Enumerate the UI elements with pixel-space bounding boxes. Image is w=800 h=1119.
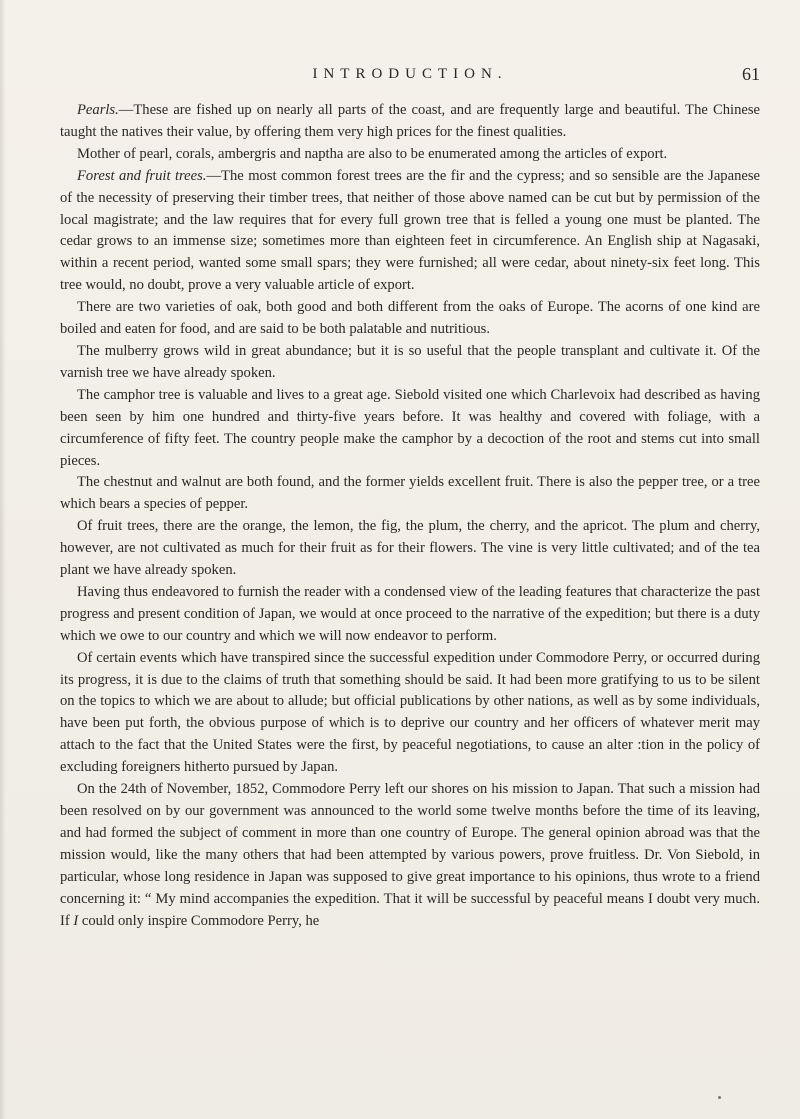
page-number: 61 [742, 64, 760, 84]
paragraph-text: Having thus endeavored to furnish the reader with a condensed view of the leading features that characterize the past progress and present condition of Japan, we would at once proceed to the narrative of the expedition; but there is a duty which we owe to our country and which we will now endeavor to perform. [60, 583, 760, 644]
emphasized-pronoun: I [73, 912, 79, 929]
paragraph-text: The chestnut and walnut are both found, and the former yields excellent fruit. There is also the pepper tree, or a tree which bears a species of pepper. [60, 474, 760, 513]
paragraph-text: There are two varieties of oak, both good and both different from the oaks of Europe. The acorns of one kind are boiled and eaten for food, and are said to be both palatable and nutritious. [60, 299, 760, 338]
paragraph-fruit-trees [60, 516, 760, 582]
paragraph-lead: Pearls. [77, 102, 119, 118]
paragraph-lead: Forest and fruit trees. [77, 167, 207, 184]
paragraph-text: On the 24th of November, 1852, Commodore Perry left our shores on his mission to Japan. That such a mission had been resolved on by our government was announced to the world some twelve months before the time of its leaving, and had formed the subject of comment in more than one country of Europe. The general opinion abroad was that the mission would, like the many others that had been attempted by various powers, prove fruitless. Dr. Von Siebold, in particular, whose long residence in Japan was supposed to give great importance to his opinions, thus wrote to a friend concerning it: “ My mind accompanies the expedition. That it will be successful by peaceful means I doubt very much. If [60, 781, 760, 929]
paragraph-camphor [60, 385, 760, 473]
ink-speck [718, 1096, 721, 1099]
body-text [60, 100, 760, 932]
paragraph-transition [60, 582, 760, 648]
running-title: INTRODUCTION. [312, 66, 508, 82]
paragraph-text: Mother of pearl, corals, ambergris and naptha are also to be enumerated among the articles of export. [77, 145, 668, 162]
paragraph-text: —These are fished up on nearly all parts of the coast, and are frequently large and beautiful. The Chinese taught the natives their value, by offering them very high prices for the finest qualities. [60, 102, 760, 140]
paragraph-certain-events [60, 648, 760, 779]
running-head [60, 62, 760, 86]
paragraph-text: The mulberry grows wild in great abundance; but it is so useful that the people transplant and cultivate it. Of the varnish tree we have already spoken. [60, 342, 760, 381]
paragraph-text: Of certain events which have transpired since the successful expedition under Commodore Perry, or occurred during its progress, it is due to the claims of truth that something should be said. It had been more gratifying to us to be silent on the topics to which we are about to allude; but official publications by other nations, as well as by some individuals, have been put forth, the obvious purpose of which is to deprive our country and her officers of whatever merit may attach to the fact that the United States were the first, by peaceful negotiations, to cause an alter :tion in the policy of excluding foreigners hitherto pursued by Japan. [60, 649, 760, 776]
paragraph-oak [60, 297, 760, 341]
paragraph-text-tail: could only inspire Commodore Perry, he [78, 912, 320, 929]
paragraph-forest-trees [60, 166, 760, 297]
paragraph-perry-departure [60, 779, 760, 932]
paragraph-exports [60, 144, 760, 166]
binding-shadow [0, 0, 6, 1119]
paragraph-pearls [60, 100, 760, 144]
paragraph-mulberry [60, 341, 760, 385]
paragraph-text: —The most common forest trees are the fir and the cypress; and so sensible are the Japanese of the necessity of preserving their timber trees, that neither of those above named can be cut but by permission of the local magistrate; and the law requires that for every full grown tree that is felled a young one must be planted. The cedar grows to an immense size; sometimes more than eighteen feet in circumference. An English ship at Nagasaki, within a recent period, wanted some small spars; they were furnished; all were cedar, about ninety-six feet long. This tree would, no doubt, prove a very valuable article of export. [60, 167, 760, 294]
paragraph-text: Of fruit trees, there are the orange, the lemon, the fig, the plum, the cherry, and the apricot. The plum and cherry, however, are not cultivated as much for their fruit as for their flowers. The vine is very little cultivated; and of the tea plant we have already spoken. [60, 518, 760, 579]
paragraph-chestnut [60, 472, 760, 516]
paragraph-text: The camphor tree is valuable and lives to a great age. Siebold visited one which Charlevoix had described as having been seen by him one hundred and thirty-five years before. It was healthy and covered with foliage, with a circumference of fifty feet. The country people make the camphor by a decoction of the root and stems cut into small pieces. [60, 386, 760, 469]
